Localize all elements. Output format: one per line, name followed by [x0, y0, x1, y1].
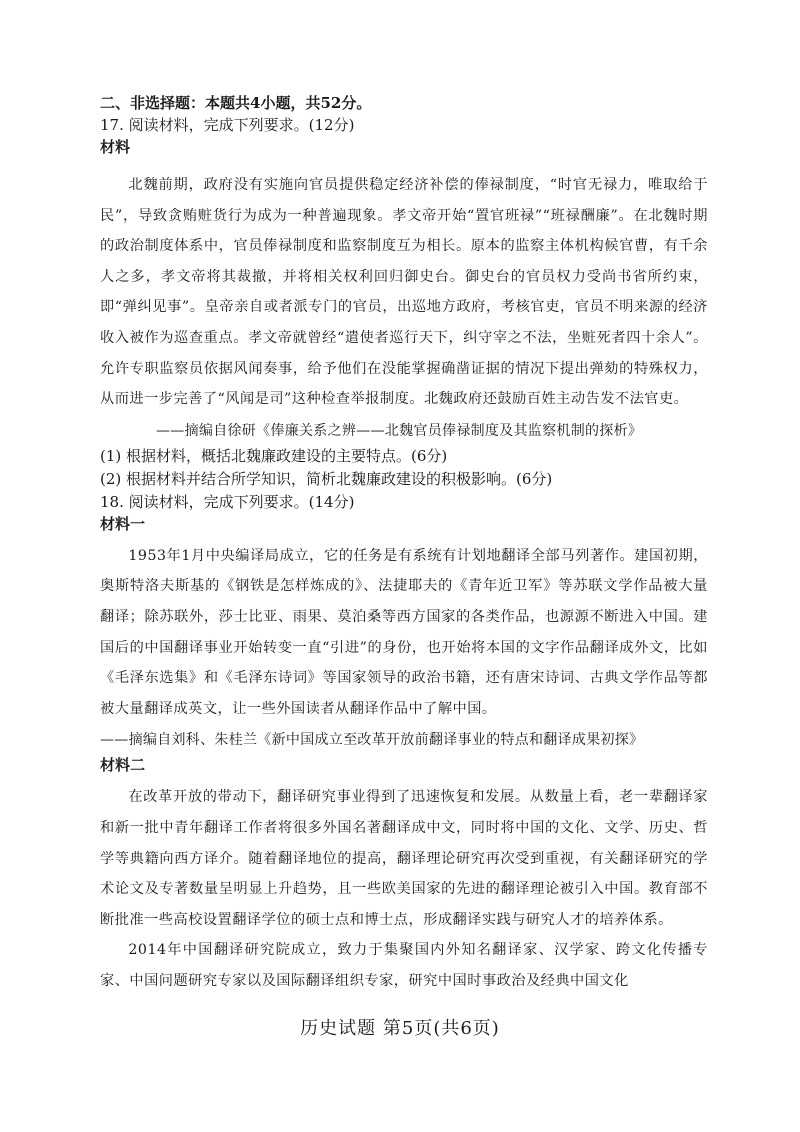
material-2-text-1: 在改革开放的带动下，翻译研究事业得到了迅速恢复和发展。从数量上看，老一辈翻译家和新一批中青年翻译工作者将很多外国名著翻译成中文，同时将中国的文化、文学、历史、哲学等典籍向西方译介。随着翻译地位的提高，翻译理论研究再次受到重视，有关翻译研究的学术论文及专著数量呈明显上升趋势，且一些欧美国家的先进的翻译理论被引入中国。教育部不断批准一些高校设置翻译学位的硕士点和博士点，形成翻译实践与研究人才的培养体系。 [100, 789, 708, 928]
material-2-text-2: 2014年中国翻译研究院成立，致力于集聚国内外知名翻译家、汉学家、跨文化传播专家、中国问题研究专家以及国际翻译组织专家，研究中国时事政治及经典中国文化 [100, 942, 708, 989]
sub-question-1: (1) 根据材料，概括北魏廉政建设的主要特点。(6分) [100, 446, 448, 465]
page-footer: 历史试题 第5页(共6页) [300, 1018, 500, 1039]
material-text: 北魏前期，政府没有实施向官员提供稳定经济补偿的俸禄制度，“时官无禄力，唯取给于民”，导致贪贿赃货行为成为一种普遍现象。孝文帝开始“置官班禄”“班禄酬廉”。在北魏时期的政治制度体系中，官员俸禄制度和监察制度互为相长。原本的监察主体机构候官曹，有千余人之多，孝文帝将其裁撤，并将相关权利回归御史台。御史台的官员权力受尚书省所约束，即“弹纠见事”。皇帝亲自或者派专门的官员，出巡地方政府，考核官吏，官员不明来源的经济收入被作为巡查重点。孝文帝就曾经“遣使者巡行天下，纠守宰之不法，坐赃死者四十余人”。允许专职监察员依据风闻奏事，给予他们在没能掌握确凿证据的情况下提出弹劾的特殊权力，从而进一步完善了“风闻是司”这种检查举报制度。北魏政府还鼓励百姓主动告发不法官吏。 [100, 177, 708, 408]
question-17-title: 17. 阅读材料，完成下列要求。(12分) [100, 116, 355, 134]
sub-question-2: (2) 根据材料并结合所学知识，简析北魏廉政建设的积极影响。(6分) [100, 469, 553, 488]
section-title: 二、非选择题：本题共4小题，共52分。 [100, 94, 372, 112]
material-1-label: 材料一 [100, 514, 146, 533]
question-18 [100, 491, 708, 997]
material-1-source: ——摘编自刘科、朱桂兰《新中国成立至改革开放前翻译事业的特点和翻译成果初探》 [100, 732, 644, 749]
material-source: ——摘编自徐研《俸廉关系之辨——北魏官员俸禄制度及其监察机制的探析》 [156, 422, 643, 439]
material-label: 材料 [100, 138, 131, 156]
material-1-text: 1953年1月中央编译局成立，它的任务是有系统有计划地翻译全部马列著作。建国初期，奥斯特洛夫斯基的《钢铁是怎样炼成的》、法捷耶夫的《青年近卫军》等苏联文学作品被大量翻译；除苏联外，莎士比亚、雨果、莫泊桑等西方国家的各类作品，也源源不断进入中国。建国后的中国翻译事业开始转变一直“引进”的身份，也开始将本国的文字作品翻译成外文，比如《毛泽东选集》和《毛泽东诗词》等国家领导的政治书籍，还有唐宋诗词、古典文学作品等都被大量翻译成英文，让一些外国读者从翻译作品中了解中国。 [100, 547, 708, 717]
question-18-title: 18. 阅读材料，完成下列要求。(14分) [100, 492, 355, 511]
material-2-label: 材料二 [100, 756, 146, 775]
question-17 [100, 114, 708, 491]
